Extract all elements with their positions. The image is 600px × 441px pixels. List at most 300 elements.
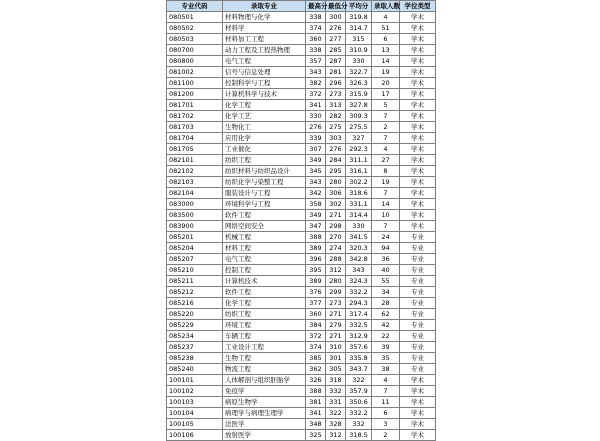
cell-major-name: 计算机技术 [223, 276, 306, 287]
cell-avg-score: 314.7 [346, 23, 372, 34]
table-row [167, 133, 436, 144]
cell-degree-type: 学术 [400, 56, 436, 67]
header-max-score: 最高分 [306, 1, 326, 12]
table-row [167, 188, 436, 199]
cell-min-score: 276 [326, 23, 346, 34]
cell-admitted-count: 2 [372, 430, 400, 441]
cell-degree-type: 学术 [400, 89, 436, 100]
cell-degree-type: 专业 [400, 243, 436, 254]
cell-max-score: 345 [306, 166, 326, 177]
header-admitted-count: 录取人数 [372, 1, 400, 12]
cell-admitted-count: 6 [372, 408, 400, 419]
cell-admitted-count: 11 [372, 397, 400, 408]
cell-major-code: 085211 [167, 276, 223, 287]
table-row [167, 342, 436, 353]
cell-max-score: 358 [306, 199, 326, 210]
cell-degree-type: 学术 [400, 188, 436, 199]
cell-major-name: 生物化工 [223, 122, 306, 133]
cell-avg-score: 311.1 [346, 155, 372, 166]
cell-degree-type: 学术 [400, 419, 436, 430]
table-row [167, 144, 436, 155]
cell-admitted-count: 39 [372, 342, 400, 353]
cell-admitted-count: 10 [372, 210, 400, 221]
cell-degree-type: 学术 [400, 34, 436, 45]
cell-degree-type: 学术 [400, 122, 436, 133]
cell-major-code: 085240 [167, 364, 223, 375]
cell-major-name: 病理学与病理生理学 [223, 408, 306, 419]
cell-max-score: 389 [306, 276, 326, 287]
cell-min-score: 277 [326, 34, 346, 45]
cell-min-score: 300 [326, 12, 346, 23]
cell-avg-score: 332.2 [346, 287, 372, 298]
cell-major-code: 085238 [167, 353, 223, 364]
cell-major-name: 材料学 [223, 23, 306, 34]
cell-min-score: 302 [326, 199, 346, 210]
cell-admitted-count: 62 [372, 309, 400, 320]
cell-major-code: 080800 [167, 56, 223, 67]
cell-max-score: 341 [306, 100, 326, 111]
table-row [167, 364, 436, 375]
cell-avg-score: 330 [346, 221, 372, 232]
table-row [167, 408, 436, 419]
cell-degree-type: 学术 [400, 133, 436, 144]
table-row [167, 155, 436, 166]
cell-min-score: 271 [326, 331, 346, 342]
cell-major-code: 081703 [167, 122, 223, 133]
cell-major-name: 信号与信息处理 [223, 67, 306, 78]
cell-min-score: 281 [326, 67, 346, 78]
cell-major-name: 放射医学 [223, 430, 306, 441]
cell-min-score: 271 [326, 210, 346, 221]
cell-major-code: 083900 [167, 221, 223, 232]
cell-degree-type: 学术 [400, 397, 436, 408]
admission-table [166, 0, 436, 441]
cell-avg-score: 318.5 [346, 430, 372, 441]
cell-max-score: 377 [306, 298, 326, 309]
cell-major-code: 085237 [167, 342, 223, 353]
cell-degree-type: 学术 [400, 177, 436, 188]
cell-major-name: 控制科学与工程 [223, 78, 306, 89]
cell-major-code: 085204 [167, 243, 223, 254]
cell-degree-type: 专业 [400, 276, 436, 287]
cell-min-score: 301 [326, 353, 346, 364]
cell-max-score: 372 [306, 331, 326, 342]
cell-degree-type: 专业 [400, 309, 436, 320]
cell-degree-type: 学术 [400, 408, 436, 419]
cell-admitted-count: 6 [372, 34, 400, 45]
cell-major-code: 085234 [167, 331, 223, 342]
cell-major-name: 化学工程 [223, 298, 306, 309]
cell-admitted-count: 4 [372, 12, 400, 23]
cell-major-name: 材料工程 [223, 243, 306, 254]
table-row [167, 331, 436, 342]
cell-avg-score: 327 [346, 133, 372, 144]
cell-degree-type: 学术 [400, 144, 436, 155]
cell-max-score: 395 [306, 265, 326, 276]
cell-avg-score: 332 [346, 419, 372, 430]
table-row [167, 298, 436, 309]
cell-max-score: 348 [306, 419, 326, 430]
cell-avg-score: 310.9 [346, 45, 372, 56]
cell-major-name: 网络空间安全 [223, 221, 306, 232]
cell-admitted-count: 55 [372, 276, 400, 287]
cell-max-score: 338 [306, 12, 326, 23]
cell-admitted-count: 94 [372, 243, 400, 254]
cell-admitted-count: 36 [372, 254, 400, 265]
cell-max-score: 347 [306, 221, 326, 232]
cell-degree-type: 学术 [400, 45, 436, 56]
cell-min-score: 322 [326, 408, 346, 419]
table-row [167, 34, 436, 45]
cell-admitted-count: 28 [372, 298, 400, 309]
table-row [167, 111, 436, 122]
cell-major-name: 车辆工程 [223, 331, 306, 342]
cell-max-score: 342 [306, 188, 326, 199]
cell-min-score: 280 [326, 276, 346, 287]
table-row [167, 78, 436, 89]
cell-max-score: 374 [306, 342, 326, 353]
cell-avg-score: 320.3 [346, 243, 372, 254]
cell-admitted-count: 13 [372, 45, 400, 56]
cell-admitted-count: 4 [372, 144, 400, 155]
cell-major-name: 环境工程 [223, 320, 306, 331]
cell-avg-score: 342.8 [346, 254, 372, 265]
cell-admitted-count: 40 [372, 265, 400, 276]
cell-major-code: 100104 [167, 408, 223, 419]
cell-avg-score: 292.3 [346, 144, 372, 155]
cell-min-score: 299 [326, 287, 346, 298]
cell-major-code: 100106 [167, 430, 223, 441]
cell-min-score: 273 [326, 298, 346, 309]
cell-major-code: 082104 [167, 188, 223, 199]
cell-major-code: 081200 [167, 89, 223, 100]
cell-max-score: 374 [306, 23, 326, 34]
cell-min-score: 279 [326, 320, 346, 331]
table-row [167, 386, 436, 397]
cell-degree-type: 学术 [400, 100, 436, 111]
cell-admitted-count: 14 [372, 199, 400, 210]
cell-admitted-count: 17 [372, 89, 400, 100]
cell-max-score: 343 [306, 67, 326, 78]
table-row [167, 122, 436, 133]
cell-avg-score: 317.4 [346, 309, 372, 320]
table-row [167, 23, 436, 34]
cell-degree-type: 专业 [400, 364, 436, 375]
cell-major-name: 材料物理与化学 [223, 12, 306, 23]
cell-major-code: 085210 [167, 265, 223, 276]
cell-major-name: 电气工程 [223, 56, 306, 67]
cell-degree-type: 学术 [400, 155, 436, 166]
cell-degree-type: 专业 [400, 232, 436, 243]
cell-major-code: 085207 [167, 254, 223, 265]
cell-major-name: 化学工程 [223, 100, 306, 111]
cell-degree-type: 专业 [400, 298, 436, 309]
cell-min-score: 296 [326, 78, 346, 89]
cell-max-score: 388 [306, 386, 326, 397]
cell-degree-type: 学术 [400, 12, 436, 23]
cell-max-score: 360 [306, 34, 326, 45]
cell-degree-type: 学术 [400, 199, 436, 210]
cell-admitted-count: 3 [372, 419, 400, 430]
cell-major-name: 软件工程 [223, 210, 306, 221]
cell-major-name: 化学工艺 [223, 111, 306, 122]
cell-min-score: 275 [326, 122, 346, 133]
cell-avg-score: 327.8 [346, 100, 372, 111]
cell-admitted-count: 7 [372, 111, 400, 122]
cell-major-code: 100103 [167, 397, 223, 408]
cell-max-score: 362 [306, 364, 326, 375]
header-major-name: 录取专业 [223, 1, 306, 12]
table-row [167, 243, 436, 254]
cell-min-score: 288 [326, 254, 346, 265]
cell-min-score: 271 [326, 309, 346, 320]
table-row [167, 221, 436, 232]
cell-max-score: 372 [306, 89, 326, 100]
cell-major-code: 100102 [167, 386, 223, 397]
cell-min-score: 285 [326, 45, 346, 56]
header-row [167, 1, 436, 12]
cell-avg-score: 315.9 [346, 89, 372, 100]
header-major-code: 专业代码 [167, 1, 223, 12]
cell-max-score: 360 [306, 309, 326, 320]
table-row [167, 276, 436, 287]
cell-avg-score: 322 [346, 375, 372, 386]
cell-admitted-count: 27 [372, 155, 400, 166]
cell-max-score: 349 [306, 210, 326, 221]
cell-major-code: 082102 [167, 166, 223, 177]
cell-major-name: 纺织材料与纺织品设计 [223, 166, 306, 177]
cell-max-score: 341 [306, 408, 326, 419]
table-row [167, 67, 436, 78]
cell-avg-score: 357.9 [346, 386, 372, 397]
cell-major-code: 081705 [167, 144, 223, 155]
cell-min-score: 270 [326, 232, 346, 243]
cell-avg-score: 315 [346, 34, 372, 45]
cell-major-name: 纺织工程 [223, 309, 306, 320]
cell-major-code: 082103 [167, 177, 223, 188]
cell-major-name: 生物工程 [223, 353, 306, 364]
cell-major-name: 材料加工工程 [223, 34, 306, 45]
cell-degree-type: 专业 [400, 320, 436, 331]
cell-avg-score: 341.5 [346, 232, 372, 243]
cell-major-name: 控制工程 [223, 265, 306, 276]
cell-admitted-count: 20 [372, 78, 400, 89]
table-row [167, 100, 436, 111]
cell-min-score: 312 [326, 265, 346, 276]
cell-major-code: 080700 [167, 45, 223, 56]
cell-major-code: 085212 [167, 287, 223, 298]
cell-avg-score: 316.1 [346, 166, 372, 177]
cell-major-code: 085201 [167, 232, 223, 243]
cell-admitted-count: 8 [372, 166, 400, 177]
cell-major-name: 纺织工程 [223, 155, 306, 166]
header-degree-type: 学位类型 [400, 1, 436, 12]
table-row [167, 232, 436, 243]
cell-major-code: 080503 [167, 34, 223, 45]
cell-major-name: 工业催化 [223, 144, 306, 155]
cell-avg-score: 343.7 [346, 364, 372, 375]
cell-major-code: 080501 [167, 12, 223, 23]
cell-max-score: 381 [306, 397, 326, 408]
cell-major-name: 物流工程 [223, 364, 306, 375]
table-row [167, 45, 436, 56]
cell-major-name: 免疫学 [223, 386, 306, 397]
cell-avg-score: 330 [346, 56, 372, 67]
cell-admitted-count: 7 [372, 188, 400, 199]
cell-avg-score: 332.5 [346, 320, 372, 331]
table-row [167, 56, 436, 67]
table-row [167, 430, 436, 441]
cell-admitted-count: 7 [372, 221, 400, 232]
cell-admitted-count: 34 [372, 287, 400, 298]
cell-admitted-count: 19 [372, 177, 400, 188]
cell-admitted-count: 7 [372, 386, 400, 397]
cell-degree-type: 专业 [400, 254, 436, 265]
cell-admitted-count: 14 [372, 56, 400, 67]
cell-avg-score: 322.7 [346, 67, 372, 78]
cell-min-score: 312 [326, 430, 346, 441]
cell-admitted-count: 5 [372, 100, 400, 111]
table-row [167, 320, 436, 331]
cell-degree-type: 专业 [400, 342, 436, 353]
cell-admitted-count: 22 [372, 331, 400, 342]
cell-avg-score: 309.3 [346, 111, 372, 122]
cell-max-score: 388 [306, 232, 326, 243]
cell-degree-type: 学术 [400, 386, 436, 397]
cell-avg-score: 343 [346, 265, 372, 276]
header-avg-score: 平均分 [346, 1, 372, 12]
cell-major-name: 工业设计工程 [223, 342, 306, 353]
cell-major-code: 083000 [167, 199, 223, 210]
table-row [167, 210, 436, 221]
cell-major-name: 病原生物学 [223, 397, 306, 408]
cell-max-score: 396 [306, 254, 326, 265]
cell-admitted-count: 2 [372, 122, 400, 133]
cell-avg-score: 275.5 [346, 122, 372, 133]
cell-max-score: 339 [306, 133, 326, 144]
cell-major-code: 081701 [167, 100, 223, 111]
cell-admitted-count: 42 [372, 320, 400, 331]
cell-admitted-count: 24 [372, 232, 400, 243]
cell-admitted-count: 4 [372, 375, 400, 386]
cell-major-name: 应用化学 [223, 133, 306, 144]
cell-min-score: 295 [326, 166, 346, 177]
cell-admitted-count: 19 [372, 67, 400, 78]
cell-admitted-count: 38 [372, 364, 400, 375]
table-row [167, 375, 436, 386]
cell-degree-type: 学术 [400, 111, 436, 122]
cell-min-score: 287 [326, 56, 346, 67]
table-row [167, 287, 436, 298]
cell-avg-score: 314.4 [346, 210, 372, 221]
cell-major-name: 计算机科学与技术 [223, 89, 306, 100]
cell-major-code: 085229 [167, 320, 223, 331]
cell-degree-type: 学术 [400, 210, 436, 221]
cell-avg-score: 324.3 [346, 276, 372, 287]
table-row [167, 265, 436, 276]
cell-min-score: 284 [326, 155, 346, 166]
cell-major-code: 081702 [167, 111, 223, 122]
admission-score-sheet [166, 0, 435, 441]
cell-min-score: 310 [326, 342, 346, 353]
table-row [167, 199, 436, 210]
cell-major-code: 081100 [167, 78, 223, 89]
cell-min-score: 276 [326, 144, 346, 155]
cell-major-code: 082101 [167, 155, 223, 166]
table-row [167, 254, 436, 265]
cell-min-score: 282 [326, 111, 346, 122]
cell-max-score: 349 [306, 155, 326, 166]
table-row [167, 12, 436, 23]
cell-max-score: 325 [306, 430, 326, 441]
cell-degree-type: 学术 [400, 78, 436, 89]
cell-min-score: 303 [326, 133, 346, 144]
table-row [167, 166, 436, 177]
cell-min-score: 280 [326, 177, 346, 188]
cell-max-score: 343 [306, 177, 326, 188]
cell-degree-type: 学术 [400, 221, 436, 232]
cell-max-score: 384 [306, 320, 326, 331]
cell-max-score: 376 [306, 287, 326, 298]
cell-min-score: 298 [326, 221, 346, 232]
cell-degree-type: 专业 [400, 331, 436, 342]
cell-major-name: 纺织化学与染整工程 [223, 177, 306, 188]
cell-avg-score: 357.6 [346, 342, 372, 353]
cell-avg-score: 350.6 [346, 397, 372, 408]
cell-min-score: 331 [326, 397, 346, 408]
cell-degree-type: 专业 [400, 287, 436, 298]
cell-avg-score: 335.8 [346, 353, 372, 364]
cell-avg-score: 319.8 [346, 12, 372, 23]
table-row [167, 89, 436, 100]
cell-degree-type: 学术 [400, 375, 436, 386]
cell-degree-type: 学术 [400, 67, 436, 78]
cell-major-name: 动力工程及工程热物理 [223, 45, 306, 56]
cell-max-score: 382 [306, 78, 326, 89]
cell-avg-score: 312.9 [346, 331, 372, 342]
cell-min-score: 328 [326, 419, 346, 430]
cell-avg-score: 318.6 [346, 188, 372, 199]
cell-min-score: 318 [326, 375, 346, 386]
cell-avg-score: 331.1 [346, 199, 372, 210]
cell-major-name: 法医学 [223, 419, 306, 430]
cell-min-score: 273 [326, 89, 346, 100]
cell-max-score: 357 [306, 56, 326, 67]
cell-admitted-count: 7 [372, 133, 400, 144]
header-min-score: 最低分 [326, 1, 346, 12]
cell-degree-type: 学术 [400, 430, 436, 441]
cell-major-name: 机械工程 [223, 232, 306, 243]
table-row [167, 177, 436, 188]
cell-avg-score: 294.3 [346, 298, 372, 309]
table-row [167, 309, 436, 320]
cell-avg-score: 302.2 [346, 177, 372, 188]
cell-degree-type: 学术 [400, 166, 436, 177]
cell-admitted-count: 35 [372, 353, 400, 364]
cell-major-code: 081704 [167, 133, 223, 144]
cell-degree-type: 学术 [400, 23, 436, 34]
cell-major-code: 100105 [167, 419, 223, 430]
cell-min-score: 306 [326, 188, 346, 199]
cell-avg-score: 326.3 [346, 78, 372, 89]
cell-major-name: 电气工程 [223, 254, 306, 265]
cell-degree-type: 专业 [400, 265, 436, 276]
cell-max-score: 326 [306, 375, 326, 386]
cell-major-code: 085216 [167, 298, 223, 309]
cell-max-score: 330 [306, 111, 326, 122]
cell-major-code: 100101 [167, 375, 223, 386]
cell-major-code: 085220 [167, 309, 223, 320]
